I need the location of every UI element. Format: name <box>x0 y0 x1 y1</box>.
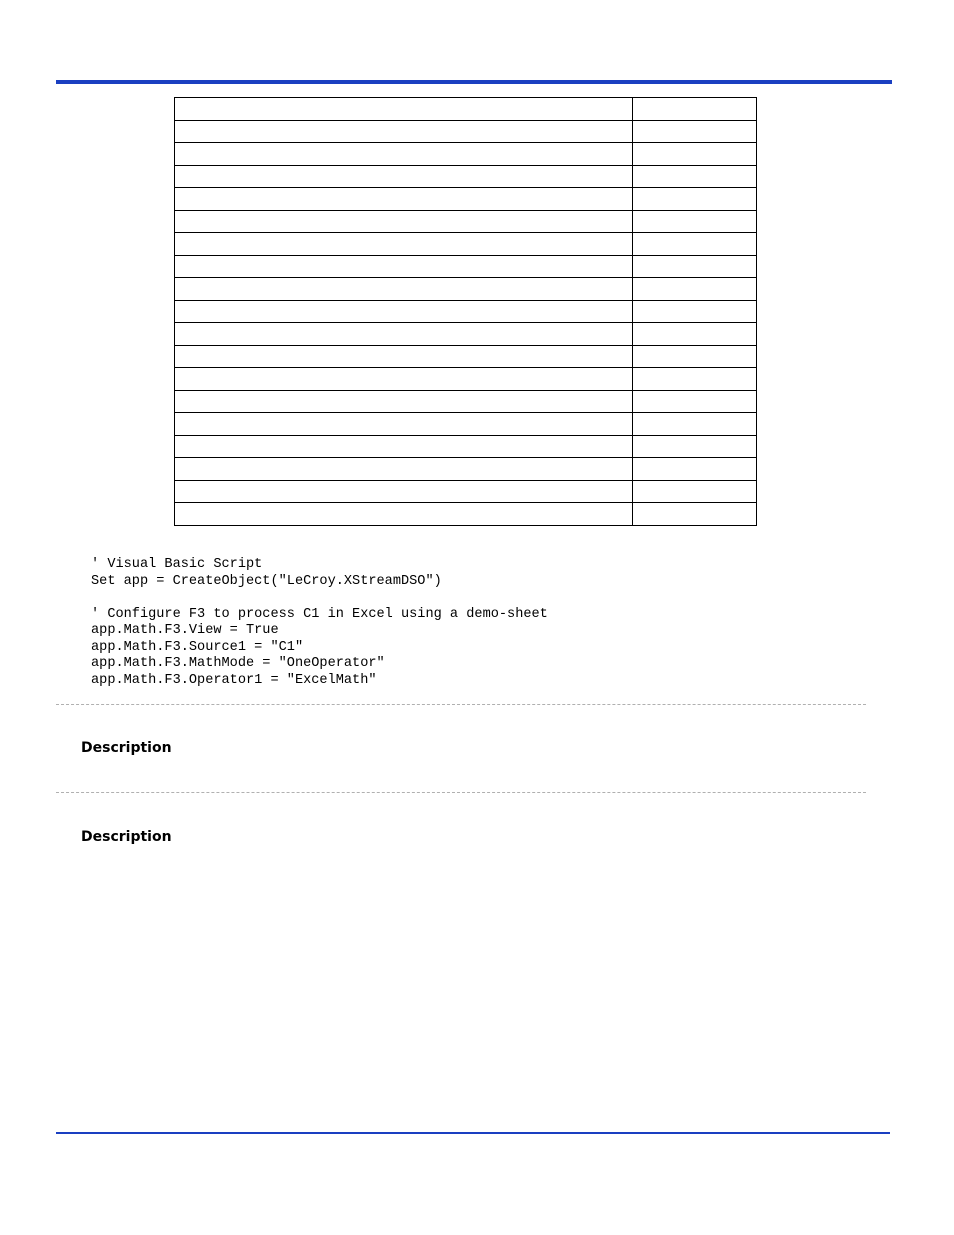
table-row <box>175 458 757 481</box>
description-heading: Description <box>81 829 172 845</box>
table-cell <box>633 210 757 233</box>
table-row <box>175 345 757 368</box>
table-cell <box>175 188 633 211</box>
table-cell <box>633 413 757 436</box>
table-row <box>175 480 757 503</box>
table-row <box>175 188 757 211</box>
table-cell <box>175 210 633 233</box>
table-row <box>175 98 757 121</box>
table-cell <box>175 120 633 143</box>
table-row <box>175 210 757 233</box>
code-example: ' Visual Basic Script Set app = CreateObject("LeCroy.XStreamDSO") ' Configure F3 to process C1 in Excel using a demo-sheet app.Math.F3.View = True app.Math.F3.Source1 = "C1" app.Math.F3.MathMode = "OneOperator" app.Math.F3.Operator1 = "ExcelMath" <box>91 557 548 688</box>
table-cell <box>633 255 757 278</box>
table-cell <box>633 233 757 256</box>
table-cell <box>175 368 633 391</box>
table-cell <box>633 98 757 121</box>
table-cell <box>633 368 757 391</box>
table-cell <box>633 278 757 301</box>
table-row <box>175 278 757 301</box>
table-row <box>175 165 757 188</box>
table-cell <box>175 233 633 256</box>
table-cell <box>175 435 633 458</box>
table-row <box>175 368 757 391</box>
table-row <box>175 435 757 458</box>
table-cell <box>633 390 757 413</box>
table-cell <box>175 390 633 413</box>
table-cell <box>175 503 633 526</box>
table-cell <box>633 503 757 526</box>
table-cell <box>175 300 633 323</box>
section-divider <box>56 792 866 793</box>
table-row <box>175 143 757 166</box>
table-cell <box>175 480 633 503</box>
table-cell <box>633 458 757 481</box>
table-cell <box>175 98 633 121</box>
table-cell <box>175 255 633 278</box>
footer-rule <box>56 1132 890 1134</box>
data-table <box>174 97 757 526</box>
description-heading: Description <box>81 740 172 756</box>
table-cell <box>175 323 633 346</box>
table-row <box>175 300 757 323</box>
table-cell <box>633 120 757 143</box>
table-cell <box>175 413 633 436</box>
table-cell <box>175 165 633 188</box>
table-row <box>175 323 757 346</box>
table-cell <box>633 188 757 211</box>
table-cell <box>633 165 757 188</box>
table-cell <box>175 458 633 481</box>
table-cell <box>633 480 757 503</box>
table-cell <box>175 345 633 368</box>
table-cell <box>175 143 633 166</box>
table-row <box>175 120 757 143</box>
table-cell <box>633 300 757 323</box>
table-cell <box>633 323 757 346</box>
table-row <box>175 390 757 413</box>
table-cell <box>633 435 757 458</box>
table-row <box>175 413 757 436</box>
section-divider <box>56 704 866 705</box>
table-row <box>175 503 757 526</box>
table-row <box>175 255 757 278</box>
table-cell <box>633 345 757 368</box>
table-cell <box>633 143 757 166</box>
table-row <box>175 233 757 256</box>
table-cell <box>175 278 633 301</box>
header-rule <box>56 80 892 84</box>
